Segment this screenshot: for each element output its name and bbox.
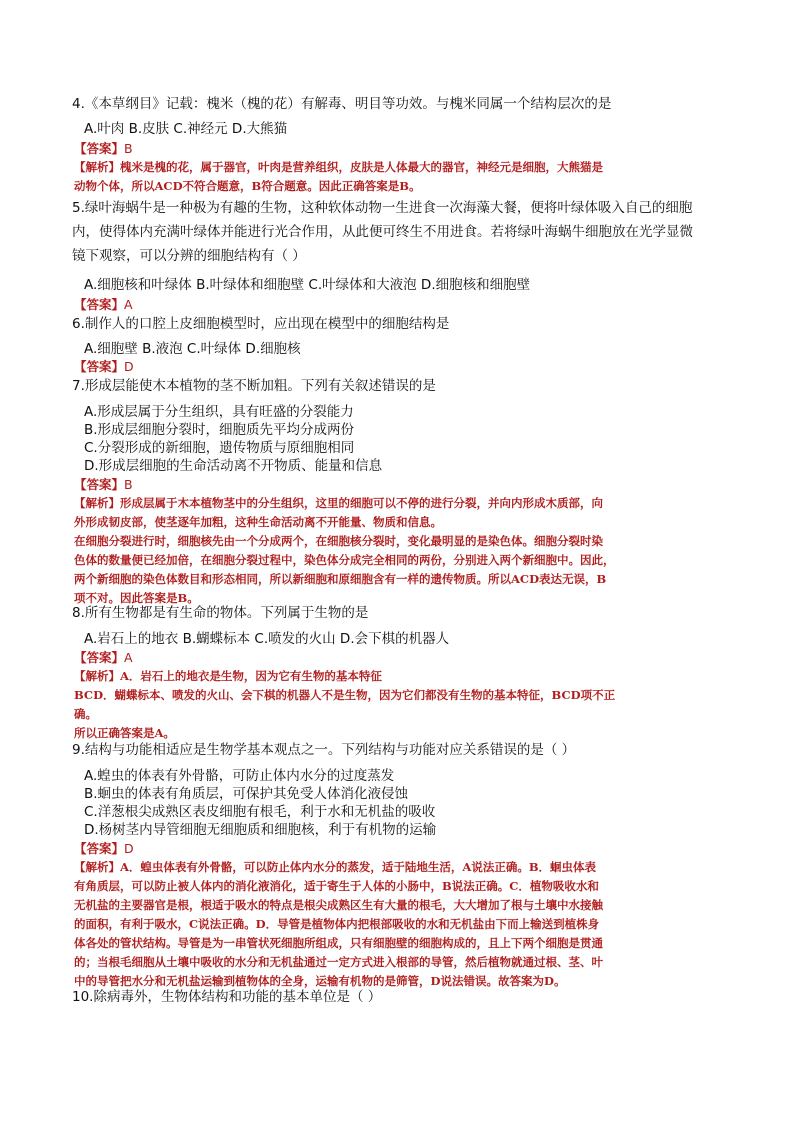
explanation-tag: 【解析】 <box>74 669 120 683</box>
explanation-line: 【解析】槐米是槐的花，属于器官，叶肉是营养组织，皮肤是人体最大的器官，神经元是细胞，大熊猫是 <box>74 160 603 174</box>
option-b: B.蛔虫的体表有角质层，可保护其免受人体消化液侵蚀 <box>84 786 409 802</box>
question-4-stem: 4.《本草纲目》记载：槐米（槐的花）有解毒、明目等功效。与槐米同属一个结构层次的是 <box>72 96 612 112</box>
answer-tag: 【答案】 <box>74 841 125 856</box>
answer-value: D <box>124 359 134 374</box>
question-6-answer <box>74 358 734 376</box>
option-b: B.形成层细胞分裂时，细胞质先平均分成两份 <box>84 422 355 438</box>
question-7-answer <box>74 476 734 494</box>
explanation-line: 确。 <box>74 707 97 721</box>
answer-tag: 【答案】 <box>74 650 125 665</box>
answer-tag: 【答案】 <box>74 297 125 312</box>
question-9-explanation <box>74 858 734 991</box>
answer-tag: 【答案】 <box>74 359 125 374</box>
question-5-stem: 5.绿叶海蜗牛是一种极为有趣的生物，这种软体动物一生进食一次海藻大餐，便将叶绿体吸入自己的细胞 内，使得体内充满叶绿体并能进行光合作用，从此便可终生不用进食。若将绿叶海蜗牛细胞放在光学显微 镜下观察，可以分辨的细胞结构有（ ） <box>72 200 693 264</box>
question-10-stem: 10.除病毒外，生物体结构和功能的基本单位是（ ） <box>72 989 382 1005</box>
option-c: C.分裂形成的新细胞，遗传物质与原细胞相同 <box>84 440 355 456</box>
answer-tag: 【答案】 <box>74 477 125 492</box>
question-4-explanation <box>74 158 734 196</box>
explanation-line: 项不对。因此答案是B。 <box>74 591 199 605</box>
explanation-line: 中的导管把水分和无机盐运输到植物体的全身，运输有机物的是筛管，D说法错误。故答案为D。 <box>74 974 566 988</box>
explanation-line: 所以正确答案是A。 <box>74 726 175 740</box>
explanation-tag: 【解析】 <box>74 160 120 174</box>
explanation-line: 【解析】A．蝗虫体表有外骨骼，可以防止体内水分的蒸发，适于陆地生活，A说法正确。B．蛔虫体表 <box>74 860 597 874</box>
explanation-line: BCD．蝴蝶标本、喷发的火山、会下棋的机器人不是生物，因为它们都没有生物的基本特征，BCD项不正 <box>74 688 616 702</box>
explanation-line: 的；当根毛细胞从土壤中吸收的水分和无机盐通过一定方式进入根部的导管，然后植物就通过根、茎、叶 <box>74 955 603 969</box>
explanation-line: 无机盐的主要器官是根，根适于吸水的特点是根尖成熟区生有大量的根毛，大大增加了根与土壤中水接触 <box>74 898 603 912</box>
question-6-options: A.细胞壁 B.液泡 C.叶绿体 D.细胞核 <box>84 341 301 357</box>
answer-value: D <box>124 841 134 856</box>
explanation-line: 【解析】A．岩石上的地衣是生物，因为它有生物的基本特征 <box>74 669 382 683</box>
question-8-stem: 8.所有生物都是有生命的物体。下列属于生物的是 <box>72 605 369 621</box>
question-8-explanation <box>74 667 734 743</box>
explanation-line: 体各处的管状结构。导管是为一串管状死细胞所组成，只有细胞壁的细胞构成的，且上下两个细胞是贯通 <box>74 936 603 950</box>
option-a: A.蝗虫的体表有外骨骼，可防止体内水分的过度蒸发 <box>84 768 395 784</box>
explanation-line: 有角质层，可以防止被人体内的消化液消化，适于寄生于人体的小肠中，B说法正确。C．植物吸收水和 <box>74 879 599 893</box>
answer-tag: 【答案】 <box>74 141 125 156</box>
question-5-options: A.细胞核和叶绿体 B.叶绿体和细胞壁 C.叶绿体和大液泡 D.细胞核和细胞壁 <box>84 277 531 293</box>
answer-value: B <box>124 477 133 492</box>
explanation-line: 外形成韧皮部，使茎逐年加粗，这种生命活动离不开能量、物质和信息。 <box>74 515 442 529</box>
question-9-answer <box>74 840 734 858</box>
explanation-line: 【解析】形成层属于木本植物茎中的分生组织，这里的细胞可以不停的进行分裂，并向内形成木质部，向 <box>74 496 603 510</box>
question-5-answer <box>74 296 734 314</box>
question-9-options <box>84 767 724 839</box>
answer-value: A <box>124 297 133 312</box>
explanation-line: 两个新细胞的染色体数目和形态相同，所以新细胞和原细胞含有一样的遗传物质。所以ACD表达无误，B <box>74 572 607 586</box>
explanation-line: 动物个体，所以ACD不符合题意，B符合题意。因此正确答案是B。 <box>74 179 421 193</box>
question-7-stem: 7.形成层能使木本植物的茎不断加粗。下列有关叙述错误的是 <box>72 378 436 394</box>
answer-value: B <box>124 141 133 156</box>
explanation-line: 的面积，有利于吸水，C说法正确。D．导管是植物体内把根部吸收的水和无机盐由下而上输送到植株身 <box>74 917 600 931</box>
option-a: A.形成层属于分生组织，具有旺盛的分裂能力 <box>84 404 354 420</box>
answer-value: A <box>124 650 133 665</box>
explanation-tag: 【解析】 <box>74 860 120 874</box>
explanation-tag: 【解析】 <box>74 496 120 510</box>
question-4-options: A.叶肉 B.皮肤 C.神经元 D.大熊猫 <box>84 121 288 137</box>
explanation-line: 色体的数量便已经加倍，在细胞分裂过程中，染色体分成完全相同的两份，分别进入两个新细胞中。因此， <box>74 553 615 567</box>
explanation-line: 在细胞分裂进行时，细胞核先由一个分成两个，在细胞核分裂时，变化最明显的是染色体。细胞分裂时染 <box>74 534 603 548</box>
question-8-options: A.岩石上的地衣 B.蝴蝶标本 C.喷发的火山 D.会下棋的机器人 <box>84 631 450 647</box>
question-7-options <box>84 403 724 475</box>
question-9-stem: 9.结构与功能相适应是生物学基本观点之一。下列结构与功能对应关系错误的是（ ） <box>72 742 576 758</box>
option-d: D.形成层细胞的生命活动离不开物质、能量和信息 <box>84 458 383 474</box>
question-7-explanation <box>74 494 734 608</box>
question-6-stem: 6.制作人的口腔上皮细胞模型时，应出现在模型中的细胞结构是 <box>72 316 450 332</box>
option-d: D.杨树茎内导管细胞无细胞质和细胞核，利于有机物的运输 <box>84 822 437 838</box>
question-8-answer <box>74 649 734 667</box>
option-c: C.洋葱根尖成熟区表皮细胞有根毛，利于水和无机盐的吸收 <box>84 804 436 820</box>
question-4-answer <box>74 140 734 158</box>
